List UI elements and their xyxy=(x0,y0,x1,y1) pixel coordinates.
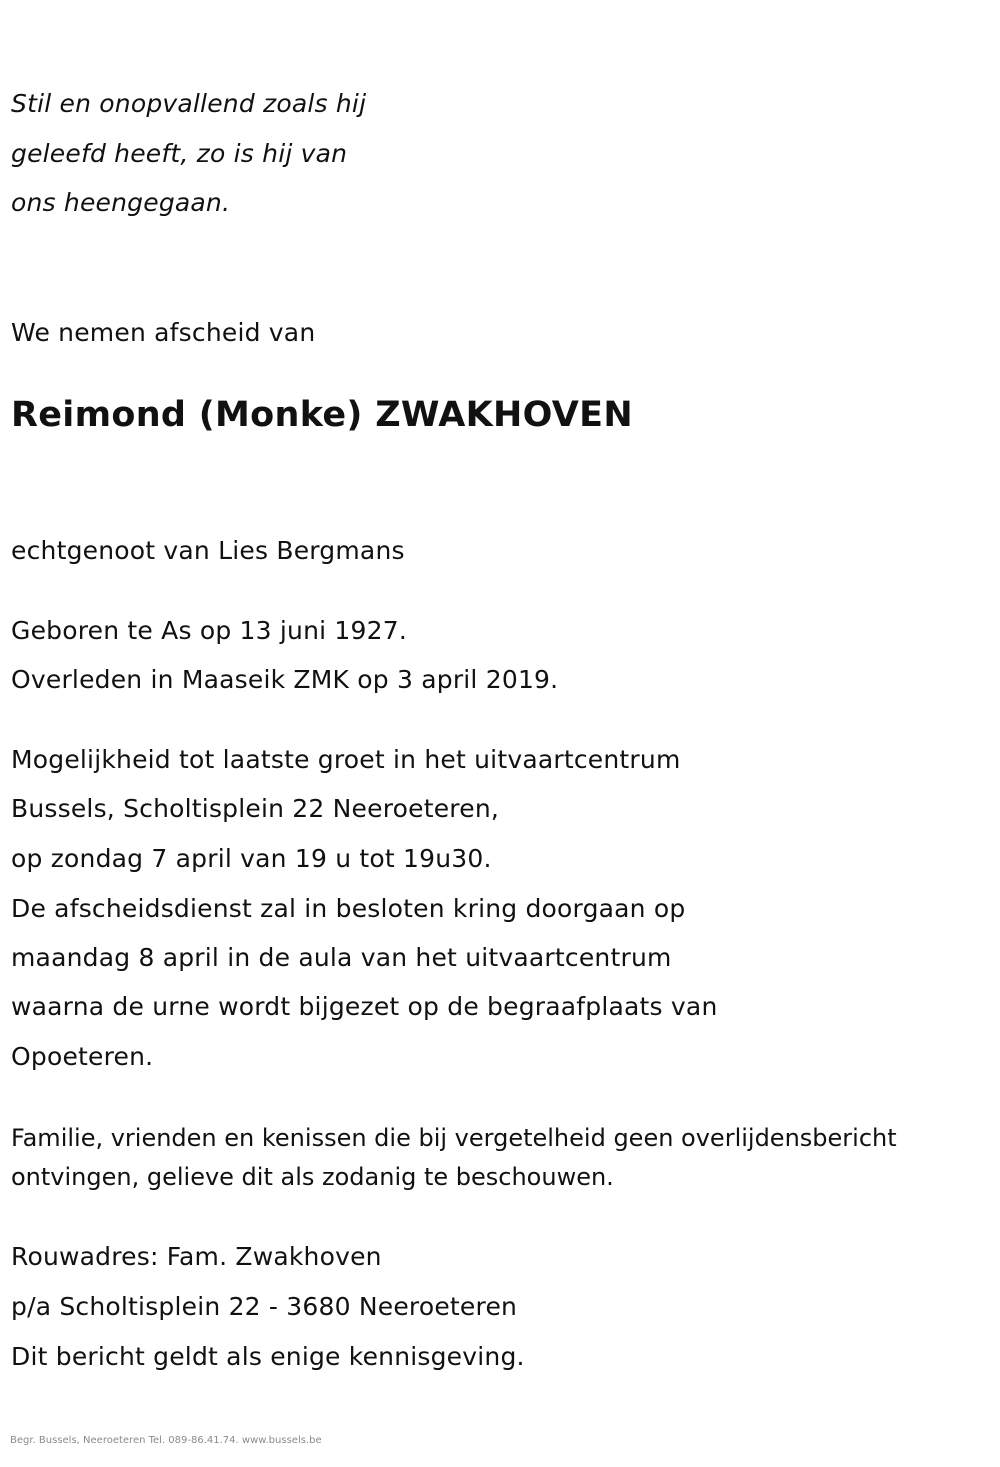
motto-line-3: ons heengegaan. xyxy=(11,188,231,217)
ceremony-line-6: waarna de urne wordt bijgezet op de begraafplaats van xyxy=(11,992,718,1021)
undertaker-footer: Begr. Bussels, Neeroeteren Tel. 089-86.41.74. www.bussels.be xyxy=(10,1435,322,1446)
address-line-2: p/a Scholtisplein 22 - 3680 Neeroeteren xyxy=(11,1292,518,1321)
death-line: Overleden in Maaseik ZMK op 3 april 2019. xyxy=(11,665,559,694)
family-notice-line-1: Familie, vrienden en kenissen die bij vergetelheid geen overlijdensbericht xyxy=(11,1124,897,1152)
family-notice-line-2: ontvingen, gelieve dit als zodanig te beschouwen. xyxy=(11,1163,614,1191)
ceremony-line-2: Bussels, Scholtisplein 22 Neeroeteren, xyxy=(11,794,500,823)
intro-text: We nemen afscheid van xyxy=(11,318,316,347)
deceased-name: Reimond (Monke) ZWAKHOVEN xyxy=(11,395,633,435)
ceremony-line-7: Opoeteren. xyxy=(11,1042,154,1071)
ceremony-line-5: maandag 8 april in de aula van het uitvaartcentrum xyxy=(11,943,672,972)
ceremony-line-3: op zondag 7 april van 19 u tot 19u30. xyxy=(11,844,492,873)
spouse-line: echtgenoot van Lies Bergmans xyxy=(11,536,405,565)
address-line-1: Rouwadres: Fam. Zwakhoven xyxy=(11,1242,382,1271)
ceremony-line-4: De afscheidsdienst zal in besloten kring doorgaan op xyxy=(11,894,686,923)
birth-line: Geboren te As op 13 juni 1927. xyxy=(11,616,407,645)
ceremony-line-1: Mogelijkheid tot laatste groet in het uitvaartcentrum xyxy=(11,745,681,774)
motto-line-2: geleefd heeft, zo is hij van xyxy=(11,139,348,168)
address-line-3: Dit bericht geldt als enige kennisgeving. xyxy=(11,1342,525,1371)
motto-line-1: Stil en onopvallend zoals hij xyxy=(11,89,367,118)
